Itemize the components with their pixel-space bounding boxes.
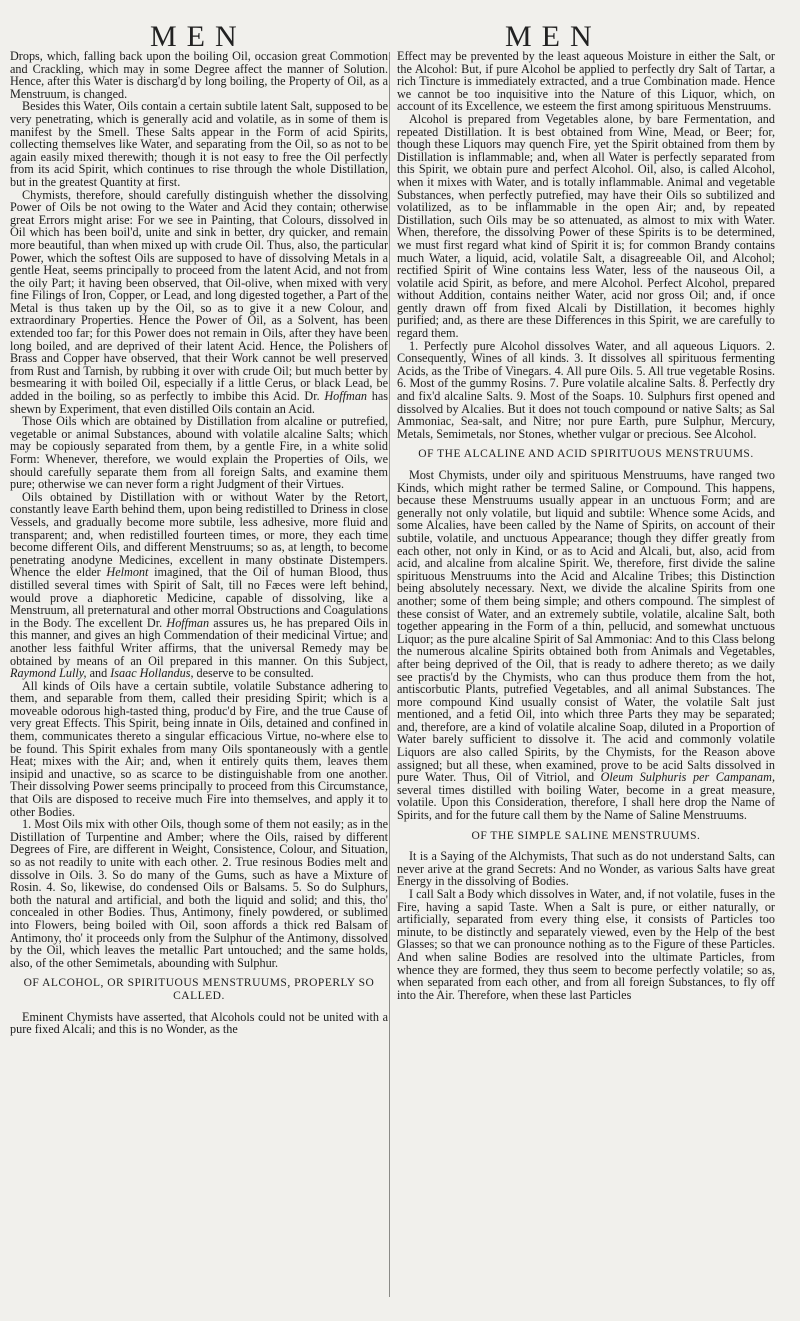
text-run: has shewn by Experiment, that even distilled Oils contain an Acid. <box>10 389 388 416</box>
text-run: Dr. <box>304 389 325 404</box>
paragraph <box>10 491 388 680</box>
author-name: Isaac Hollandus, <box>110 666 194 681</box>
paragraph: 1. Most Oils mix with other Oils, though some of them not easily; as in the Distillation of Turpentine and Amber; where the Oils, raised by different Degrees of Fire, are different in Weight, Consistence, Colour, and Situation, so as not readily to unite with each other. 2. True resinous Bodies melt and dissolve in Oils. 3. So do many of the Gums, such as have a Mixture of Rosin. 4. So, likewise, do condensed Oils or Balsams. 5. So do Sulphurs, both the natural and artificial, and both the liquid and solid; and this, tho' concealed in other Bodies. Thus, Antimony, finely powdered, or sublimed into Flowers, being boiled with Oil, soon affords a thick red Balsam of Antimony, tho' it proceeds only from the Sulphur of the Antimony, dissolved by the Oil, which leaves the metallic Part untouched; and the same holds, also, of the other Semimetals, abounding with Sulphur. <box>10 817 388 970</box>
section-heading: OF THE ALCALINE AND ACID SPIRITUOUS MENSTRUUMS. <box>418 448 754 461</box>
author-name: Hoffman <box>324 389 368 404</box>
left-column <box>10 50 388 1036</box>
paragraph: Besides this Water, Oils contain a certain subtile latent Salt, supposed to be very penetrating, which is generally acid and volatile, as in some of them is manifest by the Smell. These Salts appear in the Form of acid Spirits, collecting themselves like Water, and separating from the Oil, so as not to be again easily mixed therewith; though it is not easy to free the Oil perfectly from its acid Spirit, which continues to rise through the whole Distillation, but in the greatest Quantity at first. <box>10 99 388 189</box>
paragraph: Eminent Chymists have asserted, that Alcohols could not be united with a pure fixed Alcali; and this is no Wonder, as the <box>10 1009 388 1037</box>
column-divider <box>389 52 390 1297</box>
paragraph: Effect may be prevented by the least aqueous Moisture in either the Salt, or the Alcohol: But, if pure Alcohol be applied to perfectly dry Salt of Tartar, a rich Tincture is immediately extracted, and a true Combination made. Hence we cannot be too inquisitive into the Nature of this Liquor, which, on account of its Excellence, we esteem the first among spirituous Menstruums. <box>397 49 775 114</box>
running-head-left: MEN <box>150 20 247 53</box>
text-run: Chymists, therefore, should carefully distinguish whether the dissolving Power of Oils be not owing to the Water and Acid they contain; otherwise great Errors might arise: For we see in Painting, that Colours, dissolved in Oil which has been boil'd, unite and sink in better, dry quicker, and remain more beautiful, than when mixed up with crude Oil. Thus, also, the particular Power, which the softest Oils are supposed to have of dissolving Metals in a gentle Heat, seems principally to proceed from the latent Acid, and not from the oily Part; it having been observed, that Oil-olive, when mixed with very fine Filings of Iron, Copper, or Lead, and long digested together, a Part of the Metal is thus taken up by the Oil, so as to give it a new Colour, and extraordinary Properties. Hence the Power of Oil, as a Solvent, has been extended too far; for this Power does not remain in Oils, after they have been long boiled, and are deprived of their latent Acid. Hence, the Polishers of Brass and Copper have observed, that their Work cannot be well preserved from Rust and Tarnish, by rubbing it over with crude Oil; but much better by besmearing it with boiled Oil, especially if a little Cerus, or black Lead, be added in the boiling, so as perfectly to imbibe this Acid. <box>10 187 388 404</box>
paragraph: All kinds of Oils have a certain subtile, volatile Substance adhering to them, and separable from them, called their presiding Spirit; which is a moveable odorous high-tasted thing, produc'd by Fire, and the true Cause of very great Effects. This Spirit, being innate in Oils, detained and confined in them, communicates thereto a singular efficacious Virtue, no-where else to be found. This Spirit exhales from many Oils spontaneously with a gentle Heat; mixes with the Air; and, when it entirely quits them, leaves them insipid and unactive, so as scarce to be distinguishable from one another. Their dissolving Power seems principally to proceed from this Circumstance, that Oils are disposed to receive much Fire into themselves, and apply it to other Bodies. <box>10 678 388 819</box>
author-name: Raymond Lully, <box>10 666 87 681</box>
author-name: Helmont <box>106 565 149 580</box>
text-run: Most Chymists, under oily and spirituous Menstruums, have ranged two Kinds, which might rather be termed Saline, or Compound. This happens, because these Menstruums usually appear in an unctuous Form; and are generally not only volatile, but liquid and subtile: Whence some Acids, and some Alcalies, have been called by the Name of Spirits, on account of their subtile, volatile, and unctuous Appearance; though they differ greatly from each other, not only in Kind, or as to Acid and Alcali, but, also, acid from acid, and alcaline from alcaline Spirit. We, therefore, first divide the saline spirituous Menstruums into the Acid and Alcaline Tribes; this Distinction being absolutely necessary. Next, we divide the alcaline Spirits from one another; some of them being simple; and others compound. The simplest of these consist of Water, and an extremely subtile, volatile, alcaline Salt, both together appearing in the Form of a thin, pellucid, and somewhat unctuous Liquor; as the pure alcaline Spirit of Sal Ammoniac: And to this Class belong the numerous alcaline Spirits obtained both from Animals and Vegetables, after being deprived of the Oil, that is ready to adhere thereto; as we daily see practis'd by the Chymists, who can thus produce them from the hot, antiscorbutic Plants, putrefied Vegetables, and all animal Substances. The more compound Kind usually consist of Water, the volatile Salt just mentioned, and a fetid Oil, into which three Parts they may be separated; and, therefore, are a kind of volatile alcaline Soap, diluted in a Proportion of Water barely sufficient to dissolve it. The acid and commonly volatile Liquors are also called Spirits, by the Chymists, for the Reason above assigned; but all these, when examined, prove to be acid Salts dissolved in pure Water. Thus, Oil of Vitriol, and <box>397 468 775 785</box>
text-run: Oils obtained by Distillation with or without Water by the Retort, constantly leave Earth behind them, upon being redistilled to Driness in close Vessels, and gradually become more subtile, less adhesive, more fluid and transparent; and, when redistilled fourteen times, or more, they each time become different Oils, and different Menstruums; so as, at length, to become penetrating anodyne Medicines, excellent in many obstinate Distempers. Whence the elder <box>10 489 388 580</box>
paragraph: Alcohol is prepared from Vegetables alone, by bare Fermentation, and repeated Distillation. It is best obtained from Wine, Mead, or Beer; for, though these Liquors may quench Fire, yet the Spirit obtained from them by Distillation is inflammable; and, when all Water is perfectly separated from this Spirit, we obtain pure and perfect Alcohol. Oil, also, is called Alcohol, when it mixes with Water, and is totally inflammable. Animal and vegetable Substances, when perfectly putrefied, may have their Oils so subtilized and volatilized, as to be inflammable in the open Air; and, by repeated Distillation, such Oils may be so attenuated, as almost to mix with Water. When, therefore, the dissolving Power of these Spirits is to be determined, we must first regard what kind of Spirit it is; for common Brandy contains much Water, a liquid, acid, volatile Salt, a disagreeable Oil, and Alcohol; rectified Spirit of Wine contains less Water, less of the nauseous Oil, a volatile acid Spirit, as before, and mere Alcohol. Perfect Alcohol, prepared without Addition, contains neither Water, acid nor gross Oil; and, if once gently drawn off from fixed Alcali by Distillation, it becomes highly purified; and, as there are these Differences in this Spirit, we are carefully to regard them. <box>397 111 775 341</box>
paragraph <box>397 469 775 822</box>
section-heading: OF THE SIMPLE SALINE MENSTRUUMS. <box>471 829 701 842</box>
paragraph <box>10 189 388 416</box>
text-run: and <box>86 666 111 681</box>
text-run: several times distilled with boiling Water, become in a great measure, volatile. Upon this Consideration, therefore, I shall here drop the Name of Spirits, and for the future call them by the Name of Saline Menstruums. <box>397 782 775 823</box>
section-heading: OF ALCOHOL, OR SPIRITUOUS MENSTRUUMS, PROPERLY SO CALLED. <box>23 977 375 1002</box>
text-run: imagined, that the Oil of human Blood, thus distilled several times with Spirit of Salt, till no Fæces were left behind, would prove a diaphoretic Medicine, capable of dissolving, like a Menstruum, all preternatural and other morral Obstructions and Coagulations in the Body. The excellent Dr. <box>10 565 389 630</box>
paragraph: It is a Saying of the Alchymists, That such as do not understand Salts, can never arive at the grand Secrets: And no Wonder, as various Salts have great Energy in the dissolving of Bodies. <box>397 849 775 889</box>
paragraph: Drops, which, falling back upon the boiling Oil, occasion great Commotion and Crackling, which may in some Degree affect the manner of Solution. Hence, after this Water is discharg'd by long boiling, the Property of Oil, as a Menstruum, is changed. <box>10 49 388 101</box>
text-run: assures us, he has prepared Oils in this manner, and gives an high Commendation of their medicinal Virtue; and another less faithful Writer affirms, that the universal Remedy may be obtained by means of an Oil prepared in this manner. On this Subject, <box>10 615 388 668</box>
running-head-right: MEN <box>505 20 602 53</box>
author-name: Hoffman <box>166 615 210 630</box>
paragraph: 1. Perfectly pure Alcohol dissolves Water, and all aqueous Liquors. 2. Consequently, Wines of all kinds. 3. It dissolves all spirituous fermenting Acids, as the Tribe of Vinegars. 4. All pure Oils. 5. All true vegetable Rosins. 6. Most of the gummy Rosins. 7. Pure volatile alcaline Salts. 8. Perfectly dry and fix'd alcaline Salts. 9. Most of the Soaps. 10. Sulphurs first opened and dissolved by Alcalies. But it does not touch compound or native Salts; as Sal Ammoniac, Sea-salt, and Nitre; nor pure Earth, pure Sulphur, Mercury, Metals, Semimetals, nor Stones, whether vulgar or precious. See Alcohol. <box>397 338 775 441</box>
latin-term: Oleum Sulphuris per Campanam, <box>600 770 775 785</box>
right-column <box>397 50 775 1001</box>
paragraph: Those Oils which are obtained by Distillation from alcaline or putrefied, vegetable or animal Substances, abound with volatile alcaline Salts; which may be copiously separated from them, by a gentle Fire, in a white solid Form: Whenever, therefore, we would explain the Properties of Oils, we should carefully separate them from all foreign Salts, and examine them pure; otherwise we can never form a right Judgment of their Virtues. <box>10 414 388 492</box>
text-run: deserve to be consulted. <box>193 666 314 681</box>
paragraph: I call Salt a Body which dissolves in Water, and, if not volatile, fuses in the Fire, having a sapid Taste. When a Salt is pure, or either naturally, or artificially, separated from every thing else, it consists of Particles too minute, to be distinctly and separately viewed, even by the Help of the best Glasses; so that we can pronounce nothing as to the Figure of these Particles. And when saline Bodies are resolved into the ultimate Particles, from whence they are formed, they thus seem to become perfectly volatile; so as, when separated from each other, and from all foreign Substances, to fly off into the Air. Therefore, when these last Particles <box>397 887 775 1002</box>
